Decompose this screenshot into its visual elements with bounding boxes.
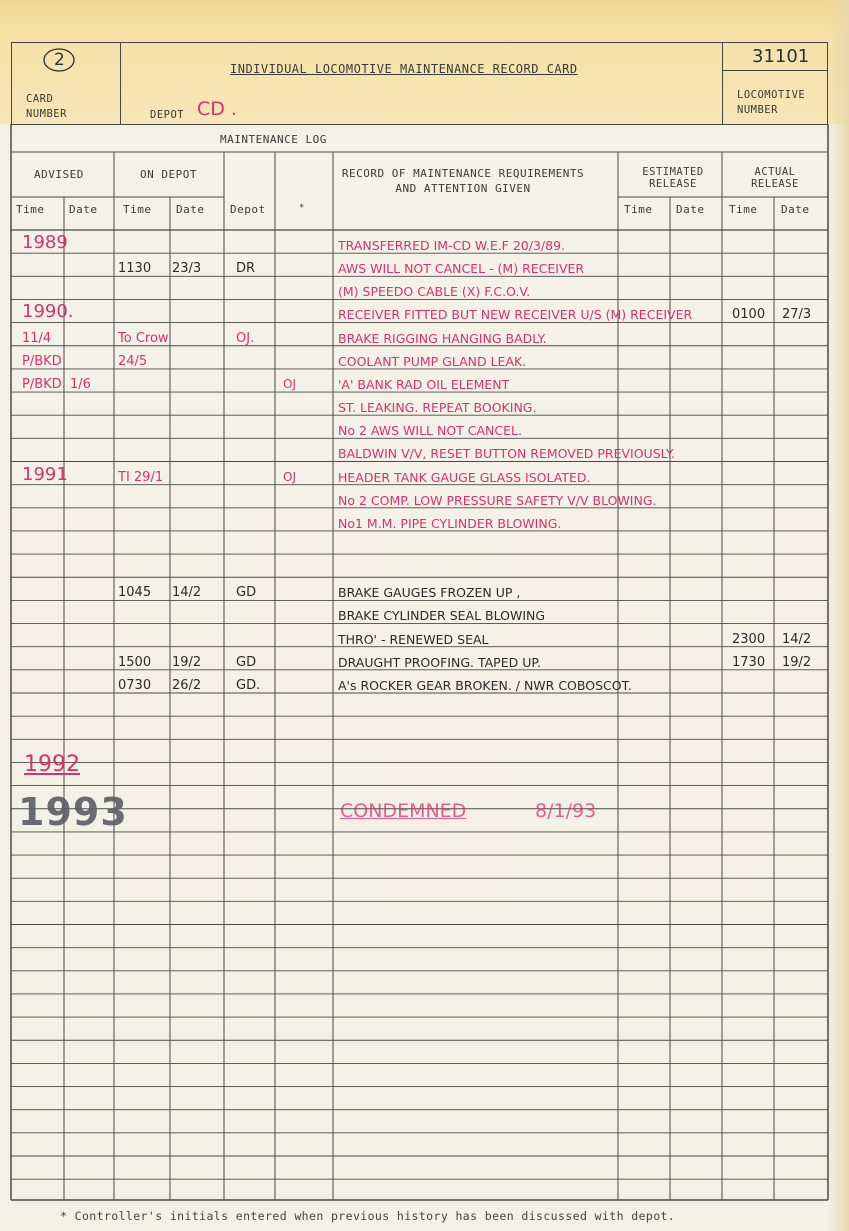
- entry-on-depot: GD: [236, 654, 257, 670]
- entry-advised: P/BKD: [22, 353, 62, 369]
- loco-number-value: 31101: [752, 46, 810, 67]
- entry-star: OJ: [283, 376, 296, 391]
- subhead-depot-time: Time: [123, 203, 152, 216]
- entry-on-depot: OJ.: [236, 330, 255, 346]
- entry-on-time: 1045: [118, 585, 152, 601]
- subhead-depot: Depot: [230, 203, 266, 216]
- entry-advised: 1991: [22, 463, 68, 485]
- entry-record: BRAKE CYLINDER SEAL BLOWING: [338, 608, 546, 624]
- col-group-record: RECORD OF MAINTENANCE REQUIREMENTS AND ATTENTION GIVEN: [341, 167, 585, 195]
- entry-record: COOLANT PUMP GLAND LEAK.: [338, 353, 527, 369]
- subhead-est-time: Time: [624, 203, 653, 216]
- entry-advised: 1990.: [22, 301, 74, 323]
- col-group-advised: ADVISED: [34, 168, 84, 181]
- entry-star: OJ: [283, 469, 296, 484]
- log-title: MAINTENANCE LOG: [220, 133, 327, 146]
- col-group-estimated: ESTIMATED RELEASE: [642, 166, 704, 190]
- entry-record: No1 M.M. PIPE CYLINDER BLOWING.: [338, 515, 562, 531]
- entry-record: DRAUGHT PROOFING. TAPED UP.: [338, 654, 541, 670]
- entry-on-date: 23/3: [172, 261, 202, 277]
- subhead-act-time: Time: [729, 203, 758, 216]
- entry-on-depot: GD.: [236, 677, 261, 693]
- year-1993-stamp: 1993: [18, 790, 128, 834]
- entry-record: BRAKE RIGGING HANGING BADLY.: [338, 330, 547, 346]
- entry-act-time: 2300: [732, 631, 766, 647]
- entry-advised: 1989: [22, 232, 68, 253]
- entry-record: AWS WILL NOT CANCEL - (M) RECEIVER: [338, 261, 585, 277]
- col-group-on-depot: ON DEPOT: [140, 168, 197, 181]
- entry-act-date: 27/3: [782, 307, 812, 323]
- entry-advised: 11/4: [22, 330, 52, 346]
- entry-record: BALDWIN V/V, RESET BUTTON REMOVED PREVIOUSLY.: [338, 446, 676, 462]
- entry-act-time: 1730: [732, 654, 766, 670]
- subhead-star: *: [299, 203, 305, 213]
- entry-on-depot: GD: [236, 585, 257, 601]
- depot-label: DEPOT: [150, 109, 185, 121]
- entry-record: THRO' - RENEWED SEAL: [338, 631, 489, 647]
- entry-record: A's ROCKER GEAR BROKEN. / NWR COBOSCOT.: [338, 677, 632, 693]
- entry-record: ST. LEAKING. REPEAT BOOKING.: [338, 400, 537, 416]
- loco-number-label: LOCOMOTIVE NUMBER: [737, 89, 806, 116]
- entry-on-time: 24/5: [118, 353, 148, 369]
- entry-record: RECEIVER FITTED BUT NEW RECEIVER U/S (M) RECEIVER: [338, 307, 693, 323]
- entry-on-date: 26/2: [172, 677, 202, 693]
- col-group-actual: ACTUAL RELEASE: [751, 166, 799, 190]
- condemned-date: 8/1/93: [535, 800, 597, 822]
- entry-record: TRANSFERRED IM-CD W.E.F 20/3/89.: [338, 238, 566, 253]
- entry-record: HEADER TANK GAUGE GLASS ISOLATED.: [338, 469, 591, 485]
- entry-on-depot: DR: [236, 261, 256, 277]
- entry-act-date: 19/2: [782, 654, 812, 670]
- entry-on-time: 1130: [118, 261, 152, 277]
- entry-act-date: 14/2: [782, 631, 812, 647]
- subhead-depot-date: Date: [176, 203, 205, 216]
- card-title: INDIVIDUAL LOCOMOTIVE MAINTENANCE RECORD CARD: [230, 62, 578, 76]
- entry-on-time: To Crow: [118, 330, 169, 346]
- entry-record: No 2 AWS WILL NOT CANCEL.: [338, 423, 522, 439]
- entry-record: 'A' BANK RAD OIL ELEMENT: [338, 376, 510, 392]
- subhead-advised-date: Date: [69, 203, 98, 216]
- entry-on-date: 14/2: [172, 585, 202, 601]
- footer-note: * Controller's initials entered when previous history has been discussed with depot.: [60, 1209, 676, 1223]
- depot-value: CD .: [197, 98, 237, 120]
- entry-record: BRAKE GAUGES FROZEN UP ,: [338, 585, 521, 601]
- entry-on-date: 19/2: [172, 654, 202, 670]
- subhead-advised-time: Time: [16, 203, 45, 216]
- condemned-text: CONDEMNED: [340, 800, 467, 822]
- entry-act-time: 0100: [732, 307, 766, 323]
- subhead-act-date: Date: [781, 203, 810, 216]
- card-number-label: CARD NUMBER: [26, 93, 67, 120]
- entry-record: No 2 COMP. LOW PRESSURE SAFETY V/V BLOWING.: [338, 492, 657, 508]
- entry-on-time: TI 29/1: [118, 469, 164, 485]
- year-1992: 1992: [24, 752, 80, 777]
- entry-advised: P/BKD. 1/6: [22, 376, 91, 392]
- entry-on-time: 1500: [118, 654, 152, 670]
- card-number-value: 2: [54, 50, 65, 70]
- entry-on-time: 0730: [118, 677, 152, 693]
- card-number-circle: [42, 46, 76, 74]
- subhead-est-date: Date: [676, 203, 705, 216]
- entry-record: (M) SPEEDO CABLE (X) F.C.O.V.: [338, 284, 531, 300]
